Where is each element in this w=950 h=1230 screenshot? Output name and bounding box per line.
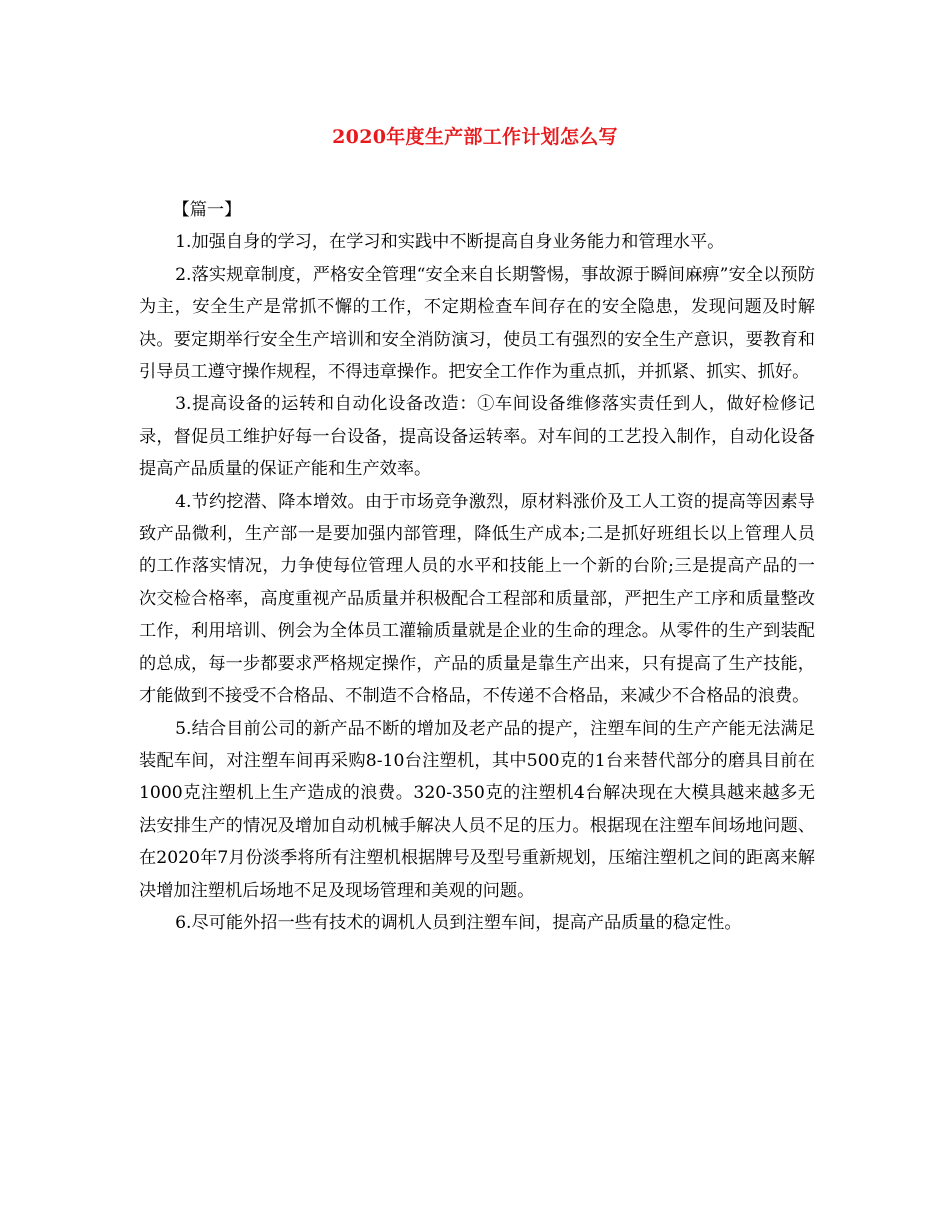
paragraph-4: 4.节约挖潜、降本增效。由于市场竞争激烈，原材料涨价及工人工资的提高等因素导致产品微利，生产部一是要加强内部管理，降低生产成本;二是抓好班组长以上管理人员的工作落实情况，力争使每位管理人员的水平和技能上一个新的台阶;三是提高产品的一次交检合格率，高度重视产品质量并积极配合工程部和质量部，严把生产工序和质量整改工作，利用培训、例会为全体员工灌输质量就是企业的生命的理念。从零件的生产到装配的总成，每一步都要求严格规定操作，产品的质量是靠生产出来，只有提高了生产技能，才能做到不接受不合格品、不制造不合格品，不传递不合格品，来减少不合格品的浪费。 <box>139 491 815 707</box>
paragraph-1: 1.加强自身的学习，在学习和实践中不断提高自身业务能力和管理水平。 <box>175 232 725 253</box>
paragraph-6: 6.尽可能外招一些有技术的调机人员到注塑车间，提高产品质量的稳定性。 <box>175 912 742 933</box>
paragraph-3: 3.提高设备的运转和自动化设备改造：①车间设备维修落实责任到人，做好检修记录，督促员工维护好每一台设备，提高设备运转率。对车间的工艺投入制作，自动化设备提高产品质量的保证产能和生产效率。 <box>139 394 815 480</box>
document-body <box>139 194 815 939</box>
paragraph-5: 5.结合目前公司的新产品不断的增加及老产品的提产，注塑车间的生产产能无法满足装配车间，对注塑车间再采购8-10台注塑机，其中500克的1台来替代部分的磨具目前在1000克注塑机上生产造成的浪费。320-350克的注塑机4台解决现在大模具越来越多无法安排生产的情况及增加自动机械手解决人员不足的压力。根据现在注塑车间场地问题、在2020年7月份淡季将所有注塑机根据牌号及型号重新规划，压缩注塑机之间的距离来解决增加注塑机后场地不足及现场管理和美观的问题。 <box>139 718 815 901</box>
paragraph-2: 2.落实规章制度，严格安全管理“安全来自长期警惕，事故源于瞬间麻痹”安全以预防为主，安全生产是常抓不懈的工作，不定期检查车间存在的安全隐患，发现问题及时解决。要定期举行安全生产培训和安全消防演习，使员工有强烈的安全生产意识，要教育和引导员工遵守操作规程，不得违章操作。把安全工作作为重点抓，并抓紧、抓实、抓好。 <box>139 264 815 383</box>
section-label: 【篇一】 <box>172 200 242 220</box>
document-title: 2020年度生产部工作计划怎么写 <box>332 126 618 148</box>
